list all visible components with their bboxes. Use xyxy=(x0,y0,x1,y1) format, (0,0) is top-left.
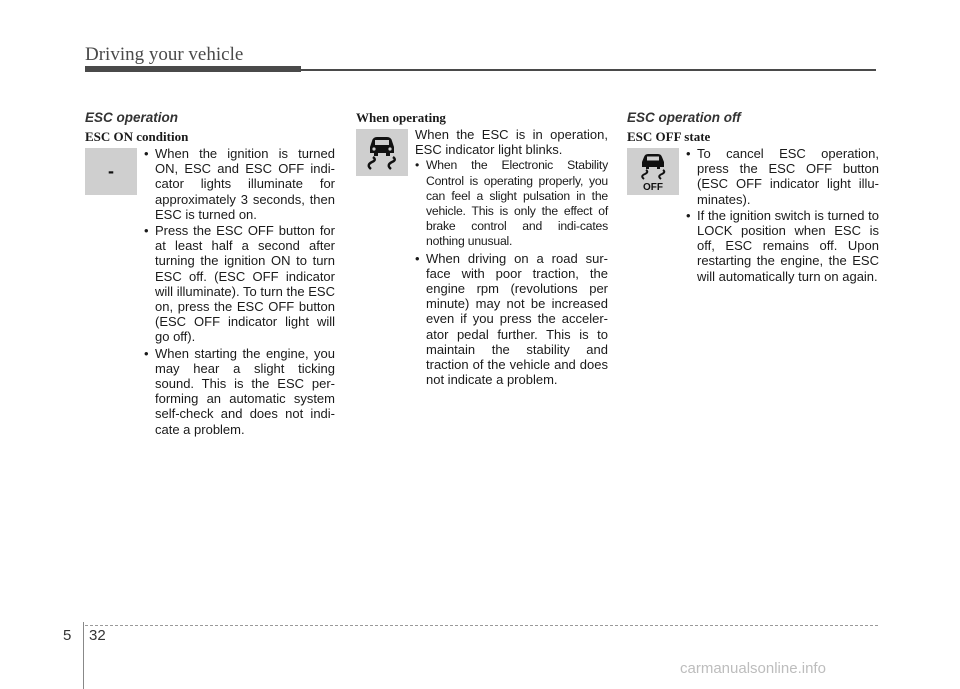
footer-vertical-rule xyxy=(83,622,84,689)
column-esc-operation xyxy=(85,110,335,438)
subtitle-esc-off-state: ESC OFF state xyxy=(627,129,711,144)
footer-dashed-rule xyxy=(85,625,878,626)
column-when-operating xyxy=(356,110,608,388)
section-title-esc-operation-off: ESC operation off xyxy=(627,110,741,125)
header-rule-thick xyxy=(85,66,301,72)
column-esc-operation-off xyxy=(627,110,879,285)
esc-on-indicator-icon xyxy=(85,148,137,195)
section-title-esc-operation: ESC operation xyxy=(85,110,179,125)
esc-off-indicator-icon xyxy=(627,148,679,195)
watermark-text: carmanualsonline.info xyxy=(680,660,826,677)
list-item: • Press the ESC OFF button for at least half a second after turning the ignition ON to turn ESC off. (ESC OFF indicator will illuminate). To turn the ESC on, press the ESC OFF button (ESC OFF indicator light will go off). xyxy=(144,223,335,345)
page-number: 32 xyxy=(89,627,106,644)
esc-off-bullet-list xyxy=(686,146,879,284)
esc-on-bullet-list xyxy=(144,146,335,437)
when-operating-intro: When the ESC is in operation, ESC indicator light blinks. xyxy=(415,127,608,158)
list-item: • If the ignition switch is turned to LOCK position when ESC is off, ESC remains off. Upon restarting the engine, the ESC will automatically turn on again. xyxy=(686,208,879,284)
when-operating-body xyxy=(356,127,608,387)
subtitle-esc-on-condition: ESC ON condition xyxy=(85,129,189,144)
skid-car-icon xyxy=(362,133,402,173)
subtitle-when-operating: When operating xyxy=(356,110,446,125)
indicator-dash: - xyxy=(108,161,114,181)
list-item: • When driving on a road sur-face with poor traction, the engine rpm (revolutions per minute) may not be increased even if you press the acceler-ator pedal further. This is to maintain the stability and traction of the vehicle and does not indicate a problem. xyxy=(415,251,608,388)
esc-off-car-icon xyxy=(633,151,673,193)
when-operating-bullet-list xyxy=(415,158,608,387)
header-rule-thin xyxy=(301,69,876,71)
list-item: • To cancel ESC operation, press the ESC OFF button (ESC OFF indicator light illu-minates). xyxy=(686,146,879,207)
when-operating-text xyxy=(415,127,608,387)
esc-off-body xyxy=(627,146,879,284)
list-item: • When the Electronic Stability Control is operating properly, you can feel a slight pulsation in the vehicle. This is only the effect of brake control and indi-cates nothing unusual. xyxy=(415,158,608,249)
list-item: • When the ignition is turned ON, ESC and ESC OFF indi-cator lights illuminate for approximately 3 seconds, then ESC is turned on. xyxy=(144,146,335,222)
esc-on-body xyxy=(85,146,335,437)
list-item: • When starting the engine, you may hear a slight ticking sound. This is the ESC per-forming an automatic system self-check and does not indi-cate a problem. xyxy=(144,346,335,437)
page-header-title: Driving your vehicle xyxy=(85,44,244,65)
chapter-number: 5 xyxy=(63,627,72,644)
esc-skid-car-icon xyxy=(356,129,408,176)
off-label: OFF xyxy=(643,181,663,193)
